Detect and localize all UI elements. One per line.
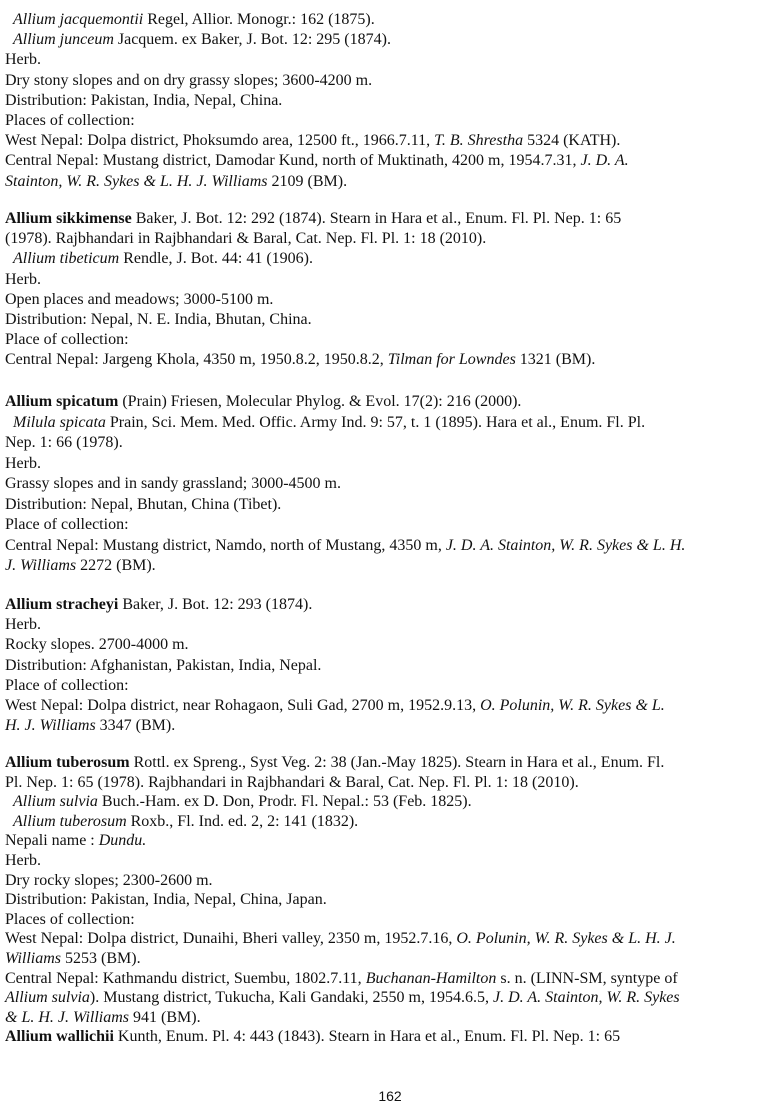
text-line xyxy=(5,716,780,736)
text-line xyxy=(5,969,780,989)
text-line xyxy=(5,595,780,615)
text-line xyxy=(5,890,780,910)
text: Jacquem. ex Baker, J. Bot. 12: 295 (1874). xyxy=(113,31,391,49)
text: Regel, Allior. Monogr.: 162 (1875). xyxy=(143,11,375,28)
text-line xyxy=(5,635,780,655)
text: 5324 (KATH). xyxy=(523,132,621,150)
text-line xyxy=(5,615,780,635)
text-line xyxy=(5,91,780,111)
text-line xyxy=(5,851,780,871)
text: Rottl. ex Spreng., Syst Veg. 2: 38 (Jan.-May 1825). Stearn in Hara et al., Enum. Fl. xyxy=(129,754,665,771)
text: Central Nepal: Mustang district, Damodar Kund, north of Muktinath, 4200 m, 1954.7.31, xyxy=(5,152,581,170)
italic-text: Allium tibeticum xyxy=(13,250,120,268)
text: Places of collection: xyxy=(5,111,135,129)
text-line xyxy=(5,773,780,793)
species-name: Allium spicatum xyxy=(5,393,119,410)
text-line xyxy=(5,929,780,949)
italic-text: Dundu. xyxy=(98,832,147,850)
text-line xyxy=(5,229,780,249)
species-name: Allium stracheyi xyxy=(5,596,119,613)
species-entry-allium-tuberosum xyxy=(5,753,780,1027)
text: Herb. xyxy=(5,851,41,869)
text: Place of collection: xyxy=(5,676,129,694)
text-line xyxy=(5,515,780,536)
italic-text: J. D. A. Stainton, W. R. Sykes & L. H. xyxy=(445,536,686,554)
page-number: 162 xyxy=(378,1088,402,1104)
text: Distribution: Nepal, Bhutan, China (Tibet). xyxy=(5,495,282,513)
text-line xyxy=(5,871,780,891)
text-line xyxy=(5,131,780,151)
text-line xyxy=(5,831,780,851)
text: Nepali name : xyxy=(5,832,99,850)
text: (1978). Rajbhandari in Rajbhandari & Baral, Cat. Nep. Fl. Pl. 1: 18 (2010). xyxy=(5,230,487,248)
text-line xyxy=(5,676,780,696)
text: Nep. 1: 66 (1978). xyxy=(5,434,123,451)
text-line xyxy=(5,111,780,131)
species-entry-allium-junceum-continued xyxy=(5,10,780,192)
italic-text: Milula spicata xyxy=(13,413,106,431)
text: Rendle, J. Bot. 44: 41 (1906). xyxy=(119,250,313,268)
text-line xyxy=(5,910,780,930)
text: Kunth, Enum. Pl. 4: 443 (1843). Stearn in Hara et al., Enum. Fl. Pl. Nep. 1: 65 xyxy=(113,1028,621,1045)
text-line xyxy=(5,536,780,557)
italic-text: O. Polunin, W. R. Sykes & L. xyxy=(480,696,665,714)
synonym-line xyxy=(5,30,780,50)
text-line xyxy=(5,495,780,516)
italic-text: Allium jacquemontii xyxy=(13,11,144,28)
text-line xyxy=(5,1027,780,1047)
text: 3347 (BM). xyxy=(95,717,176,735)
text-line xyxy=(5,656,780,676)
text-line xyxy=(5,988,780,1008)
species-entry-allium-wallichii xyxy=(5,1027,780,1047)
text: Grassy slopes and in sandy grassland; 3000-4500 m. xyxy=(5,475,341,492)
italic-text: O. Polunin, W. R. Sykes & L. H. J. xyxy=(456,930,676,948)
text: Central Nepal: Jargeng Khola, 4350 m, 1950.8.2, 1950.8.2, xyxy=(5,351,388,369)
text-line xyxy=(5,433,780,454)
text-line xyxy=(5,330,780,350)
species-entry-allium-sikkimense xyxy=(5,209,780,371)
text: Distribution: Pakistan, India, Nepal, China, Japan. xyxy=(5,891,327,909)
italic-text: Allium sulvia xyxy=(5,989,90,1007)
text: Central Nepal: Kathmandu district, Suembu, 1802.7.11, xyxy=(5,969,366,987)
text: West Nepal: Dolpa district, near Rohagaon, Suli Gad, 2700 m, 1952.9.13, xyxy=(5,696,481,714)
text: Distribution: Pakistan, India, Nepal, China. xyxy=(5,91,283,109)
text: Baker, J. Bot. 12: 293 (1874). xyxy=(118,596,313,613)
italic-text: T. B. Shrestha xyxy=(434,132,524,150)
text: Prain, Sci. Mem. Med. Offic. Army Ind. 9: 57, t. 1 (1895). Hara et al., Enum. Fl. Pl. xyxy=(105,413,646,431)
text: Herb. xyxy=(5,270,41,288)
text: Baker, J. Bot. 12: 292 (1874). Stearn in Hara et al., Enum. Fl. Pl. Nep. 1: 65 xyxy=(131,210,622,227)
text: 941 (BM). xyxy=(129,1008,201,1026)
text-line xyxy=(5,270,780,290)
italic-text: & L. H. J. Williams xyxy=(5,1008,130,1026)
italic-text: H. J. Williams xyxy=(5,717,96,735)
text: Herb. xyxy=(5,454,41,472)
species-name: Allium tuberosum xyxy=(5,754,130,771)
text-line xyxy=(5,290,780,310)
text: Herb. xyxy=(5,616,41,634)
text-line xyxy=(5,310,780,330)
text-line xyxy=(5,949,780,969)
species-entry-allium-stracheyi xyxy=(5,595,780,736)
italic-text: Williams xyxy=(5,949,62,967)
text: Herb. xyxy=(5,51,41,69)
text: Central Nepal: Mustang district, Namdo, north of Mustang, 4350 m, xyxy=(5,536,446,554)
text: Places of collection: xyxy=(5,910,135,928)
italic-text: J. D. A. xyxy=(580,152,629,170)
text-line xyxy=(5,556,780,577)
text: ). Mustang district, Tukucha, Kali Gandaki, 2550 m, 1954.6.5, xyxy=(89,989,493,1007)
italic-text: J. D. A. Stainton, W. R. Sykes xyxy=(492,989,680,1007)
text-line xyxy=(5,151,780,171)
text-line xyxy=(5,696,780,716)
italic-text: Tilman for Lowndes xyxy=(387,351,516,369)
species-name: Allium wallichii xyxy=(5,1028,114,1045)
text: Place of collection: xyxy=(5,331,129,349)
text-line xyxy=(5,71,780,91)
synonym-line xyxy=(5,792,780,812)
text: West Nepal: Dolpa district, Phoksumdo area, 12500 ft., 1966.7.11, xyxy=(5,132,435,150)
text: Distribution: Afghanistan, Pakistan, India, Nepal. xyxy=(5,656,322,674)
text-line xyxy=(5,350,780,370)
text: (Prain) Friesen, Molecular Phylog. & Evol. 17(2): 216 (2000). xyxy=(118,393,522,410)
italic-text: Allium junceum xyxy=(13,31,114,49)
text: Dry rocky slopes; 2300-2600 m. xyxy=(5,871,213,889)
text-line xyxy=(5,1008,780,1028)
synonym-line xyxy=(5,249,780,269)
synonym-line xyxy=(5,413,780,434)
text-line xyxy=(5,172,780,192)
italic-text: Stainton, W. R. Sykes & L. H. J. Williams xyxy=(5,172,268,190)
text: Distribution: Nepal, N. E. India, Bhutan, China. xyxy=(5,310,312,328)
synonym-line xyxy=(5,10,780,30)
italic-text: Allium sulvia xyxy=(13,793,98,811)
text: 2109 (BM). xyxy=(267,172,348,190)
text: s. n. (LINN-SM, syntype of xyxy=(496,969,678,987)
text-line xyxy=(5,392,780,413)
text: Place of collection: xyxy=(5,516,129,533)
italic-text: J. Williams xyxy=(5,557,77,574)
text-line xyxy=(5,753,780,773)
italic-text: Buchanan-Hamilton xyxy=(365,969,497,987)
text-line xyxy=(5,50,780,70)
text-line xyxy=(5,474,780,495)
text: 5253 (BM). xyxy=(61,949,141,967)
species-entry-allium-spicatum xyxy=(5,392,780,577)
text: Rocky slopes. 2700-4000 m. xyxy=(5,636,189,654)
text: Roxb., Fl. Ind. ed. 2, 2: 141 (1832). xyxy=(126,812,359,830)
text: Buch.-Ham. ex D. Don, Prodr. Fl. Nepal.: 53 (Feb. 1825). xyxy=(97,793,472,811)
text: Pl. Nep. 1: 65 (1978). Rajbhandari in Rajbhandari & Baral, Cat. Nep. Fl. Pl. 1: 18 (2010). xyxy=(5,773,579,791)
text: West Nepal: Dolpa district, Dunaihi, Bheri valley, 2350 m, 1952.7.16, xyxy=(5,930,457,948)
text: Open places and meadows; 3000-5100 m. xyxy=(5,290,274,308)
text-line xyxy=(5,454,780,475)
synonym-line xyxy=(5,812,780,832)
species-name: Allium sikkimense xyxy=(5,210,132,227)
italic-text: Allium tuberosum xyxy=(13,812,127,830)
text-line xyxy=(5,209,780,229)
text: Dry stony slopes and on dry grassy slopes; 3600-4200 m. xyxy=(5,71,373,89)
text: 1321 (BM). xyxy=(515,351,596,369)
text: 2272 (BM). xyxy=(76,557,156,574)
